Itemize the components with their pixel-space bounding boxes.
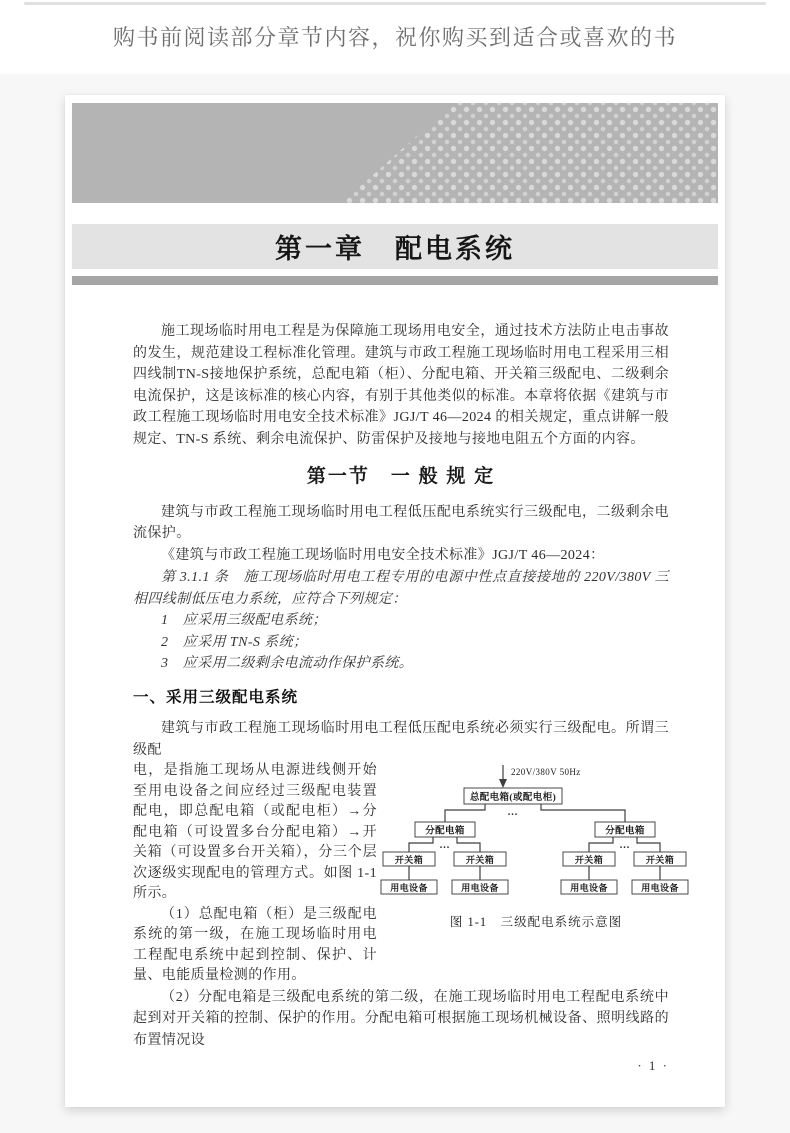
subsection-title: 一、采用三级配电系统 <box>133 688 299 706</box>
branch-line-left <box>445 804 485 822</box>
figure-caption: 图 1-1 三级配电系统示意图 <box>449 914 623 929</box>
text-figure-row <box>133 761 679 987</box>
page-number: · 1 · <box>637 1058 669 1073</box>
subsection-paragraph-full: 建筑与市政工程施工现场临时用电工程低压配电系统必须实行三级配电。所谓三级配 <box>133 721 669 758</box>
wrapped-paragraph-2: （1）总配电箱（柜）是三级配电系统的第一级，在施工现场临时用电工程配电系统中起到控制、保护、计量、电能质量检测的作用。 <box>133 906 377 983</box>
clause-item-3: 3 应采用二级剩余电流动作保护系统。 <box>161 656 414 671</box>
ellipsis-right: ... <box>619 840 631 851</box>
figure-1-1 <box>377 761 695 933</box>
clause-item-1: 1 应采用三级配电系统； <box>161 613 327 628</box>
page-body <box>65 285 725 1077</box>
section-paragraph-2: 《建筑与市政工程施工现场临时用电安全技术标准》JGJ/T 46—2024： <box>161 547 605 563</box>
intro-paragraph: 施工现场临时用电工程是为保障施工现场用电安全，通过技术方法防止电击事故的发生，规范建设工程标准化管理。建筑与市政工程施工现场临时用电工程采用三相四线制TN-S接地保护系统，总配电箱（柜）、分配电箱、开关箱三级配电、二级剩余电流保护，这是该标准的核心内容，有别于其他类似的标准。本章将依据《建筑与市政工程施工现场临时用电安全技术标准》JGJ/T 46—2024 的相关规定，重点讲解一般规定、TN-S 系统、剩余电流保护、防雷保护及接地与接地电阻五个方面的内容。 <box>133 324 669 447</box>
device-box-4-label: 用电设备 <box>641 883 679 893</box>
feed-voltage-label: 220V/380V 50Hz <box>511 767 581 777</box>
chapter-title: 第一章 配电系统 <box>275 234 515 264</box>
branch-line-right <box>541 804 625 822</box>
store-preview-banner <box>0 5 790 74</box>
chapter-title-bar <box>72 224 718 269</box>
section-paragraph-1: 建筑与市政工程施工现场临时用电工程低压配电系统实行三级配电，二级剩余电流保护。 <box>133 504 669 541</box>
branch-line-sw1 <box>409 837 433 852</box>
distribution-box-1-label: 分配电箱 <box>425 826 465 837</box>
clause-paragraph: 第 3.1.1 条 施工现场临时用电工程专用的电源中性点直接接地的 220V/380V 三相四线制低压电力系统，应符合下列规定： <box>133 570 669 607</box>
chapter-banner <box>72 103 718 203</box>
device-box-1-label: 用电设备 <box>390 883 428 893</box>
distribution-box-2-label: 分配电箱 <box>605 826 645 837</box>
feed-arrowhead-icon <box>499 779 507 788</box>
device-box-3-label: 用电设备 <box>570 883 608 893</box>
wrapped-text-column <box>133 761 377 987</box>
switch-box-1-label: 开关箱 <box>394 855 424 865</box>
book-page <box>65 95 725 1107</box>
clause-item-2: 2 应采用 TN-S 系统； <box>161 634 308 650</box>
subsection-paragraph-after: （2）分配电箱是三级配电系统的第二级，在施工现场临时用电工程配电系统中起到对开关箱的控制、保护的作用。分配电箱可根据施工现场机械设备、照明线路的布置情况设 <box>133 989 669 1048</box>
switch-box-3-label: 开关箱 <box>574 855 604 865</box>
branch-line-sw4 <box>637 837 660 852</box>
preview-notice-text: 购书前阅读部分章节内容，祝你购买到适合或喜欢的书 <box>112 25 677 50</box>
main-distribution-box-label: 总配电箱(或配电柜) <box>469 793 557 803</box>
page-scan-background <box>0 74 790 1133</box>
branch-line-sw3 <box>589 837 613 852</box>
branch-line-sw2 <box>457 837 480 852</box>
standard-clause-block <box>133 567 669 675</box>
section-title: 第一节 一 般 规 定 <box>306 466 496 487</box>
wrapped-paragraph-1: 电，是指施工现场从电源进线侧开始至用电设备之间应经过三级配电装置配电，即总配电箱（或配电柜）→分配电箱（可设置多台分配电箱）→开关箱（可设置多台开关箱），分三个层次逐级实现配电的管理方式。如图 1-1 所示。 <box>133 763 377 901</box>
ellipsis-left: ... <box>439 840 451 851</box>
three-level-distribution-diagram <box>377 761 695 901</box>
switch-box-4-label: 开关箱 <box>645 855 675 865</box>
ellipsis-main: ... <box>507 807 519 818</box>
device-box-2-label: 用电设备 <box>461 883 499 893</box>
divider-bar <box>72 276 718 285</box>
halftone-dots-pattern <box>317 103 718 203</box>
switch-box-2-label: 开关箱 <box>465 855 495 865</box>
